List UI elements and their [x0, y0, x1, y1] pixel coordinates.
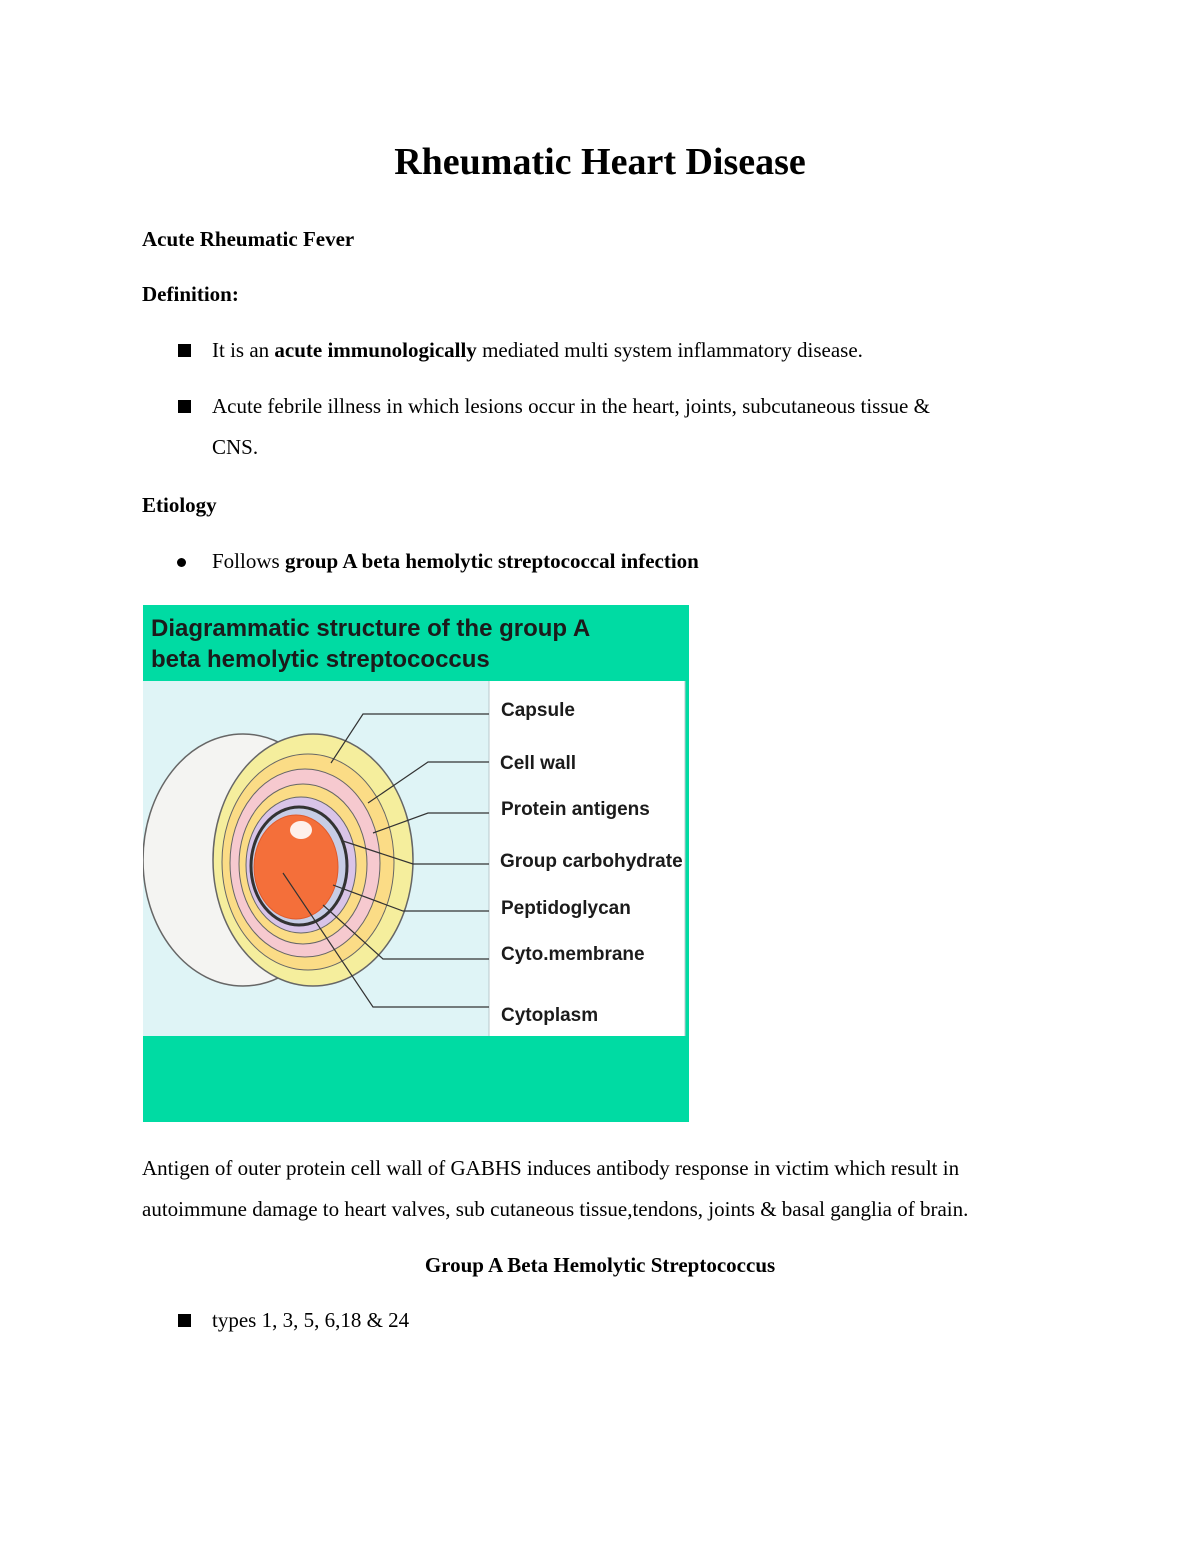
- label-group-carbohydrate: Group carbohydrate: [500, 851, 683, 872]
- antigen-paragraph: [142, 1148, 1082, 1230]
- page-title: Rheumatic Heart Disease: [394, 141, 806, 183]
- section-heading-acute-rheumatic-fever: Acute Rheumatic Fever: [142, 227, 355, 251]
- label-protein-antigens: Protein antigens: [501, 799, 650, 820]
- antigen-paragraph-line2: autoimmune damage to heart valves, sub cutaneous tissue,tendons, joints & basal ganglia of brain.: [142, 1197, 969, 1221]
- definition-item-2-line2: CNS.: [212, 435, 259, 459]
- definition-item-1: [212, 330, 1072, 371]
- label-cyto-membrane: Cyto.membrane: [501, 944, 645, 965]
- label-cytoplasm: Cytoplasm: [501, 1005, 599, 1026]
- definition-item-1-bold: acute immunologically: [274, 338, 477, 362]
- definition-item-2-line1: Acute febrile illness in which lesions occur in the heart, joints, subcutaneous tissue &: [212, 394, 930, 418]
- square-bullet-icon: [178, 1314, 191, 1327]
- diagram-title-line1: Diagrammatic structure of the group A: [151, 615, 591, 642]
- label-cell-wall: Cell wall: [500, 753, 577, 774]
- streptococcus-structure-diagram: [143, 605, 689, 1122]
- etiology-item-1-pre: Follows: [212, 549, 285, 573]
- square-bullet-icon: [178, 400, 191, 413]
- label-peptidoglycan: Peptidoglycan: [501, 898, 631, 919]
- definition-heading: Definition:: [142, 282, 239, 306]
- label-capsule: Capsule: [501, 700, 575, 721]
- etiology-heading: Etiology: [142, 493, 217, 517]
- group-a-item-1: types 1, 3, 5, 6,18 & 24: [212, 1308, 410, 1332]
- square-bullet-icon: [178, 344, 191, 357]
- group-a-heading: Group A Beta Hemolytic Streptococcus: [424, 1253, 776, 1277]
- definition-item-2: [212, 386, 1072, 468]
- etiology-item-1-bold: group A beta hemolytic streptococcal infection: [284, 549, 699, 573]
- definition-item-1-pre: It is an: [212, 338, 275, 362]
- definition-item-1-post: mediated multi system inflammatory disease.: [476, 338, 863, 362]
- antigen-paragraph-line1: Antigen of outer protein cell wall of GABHS induces antibody response in victim which result in: [142, 1156, 960, 1180]
- etiology-item-1: [212, 541, 1072, 582]
- diagram-title-line2: beta hemolytic streptococcus: [151, 646, 490, 673]
- round-bullet-icon: [177, 558, 186, 567]
